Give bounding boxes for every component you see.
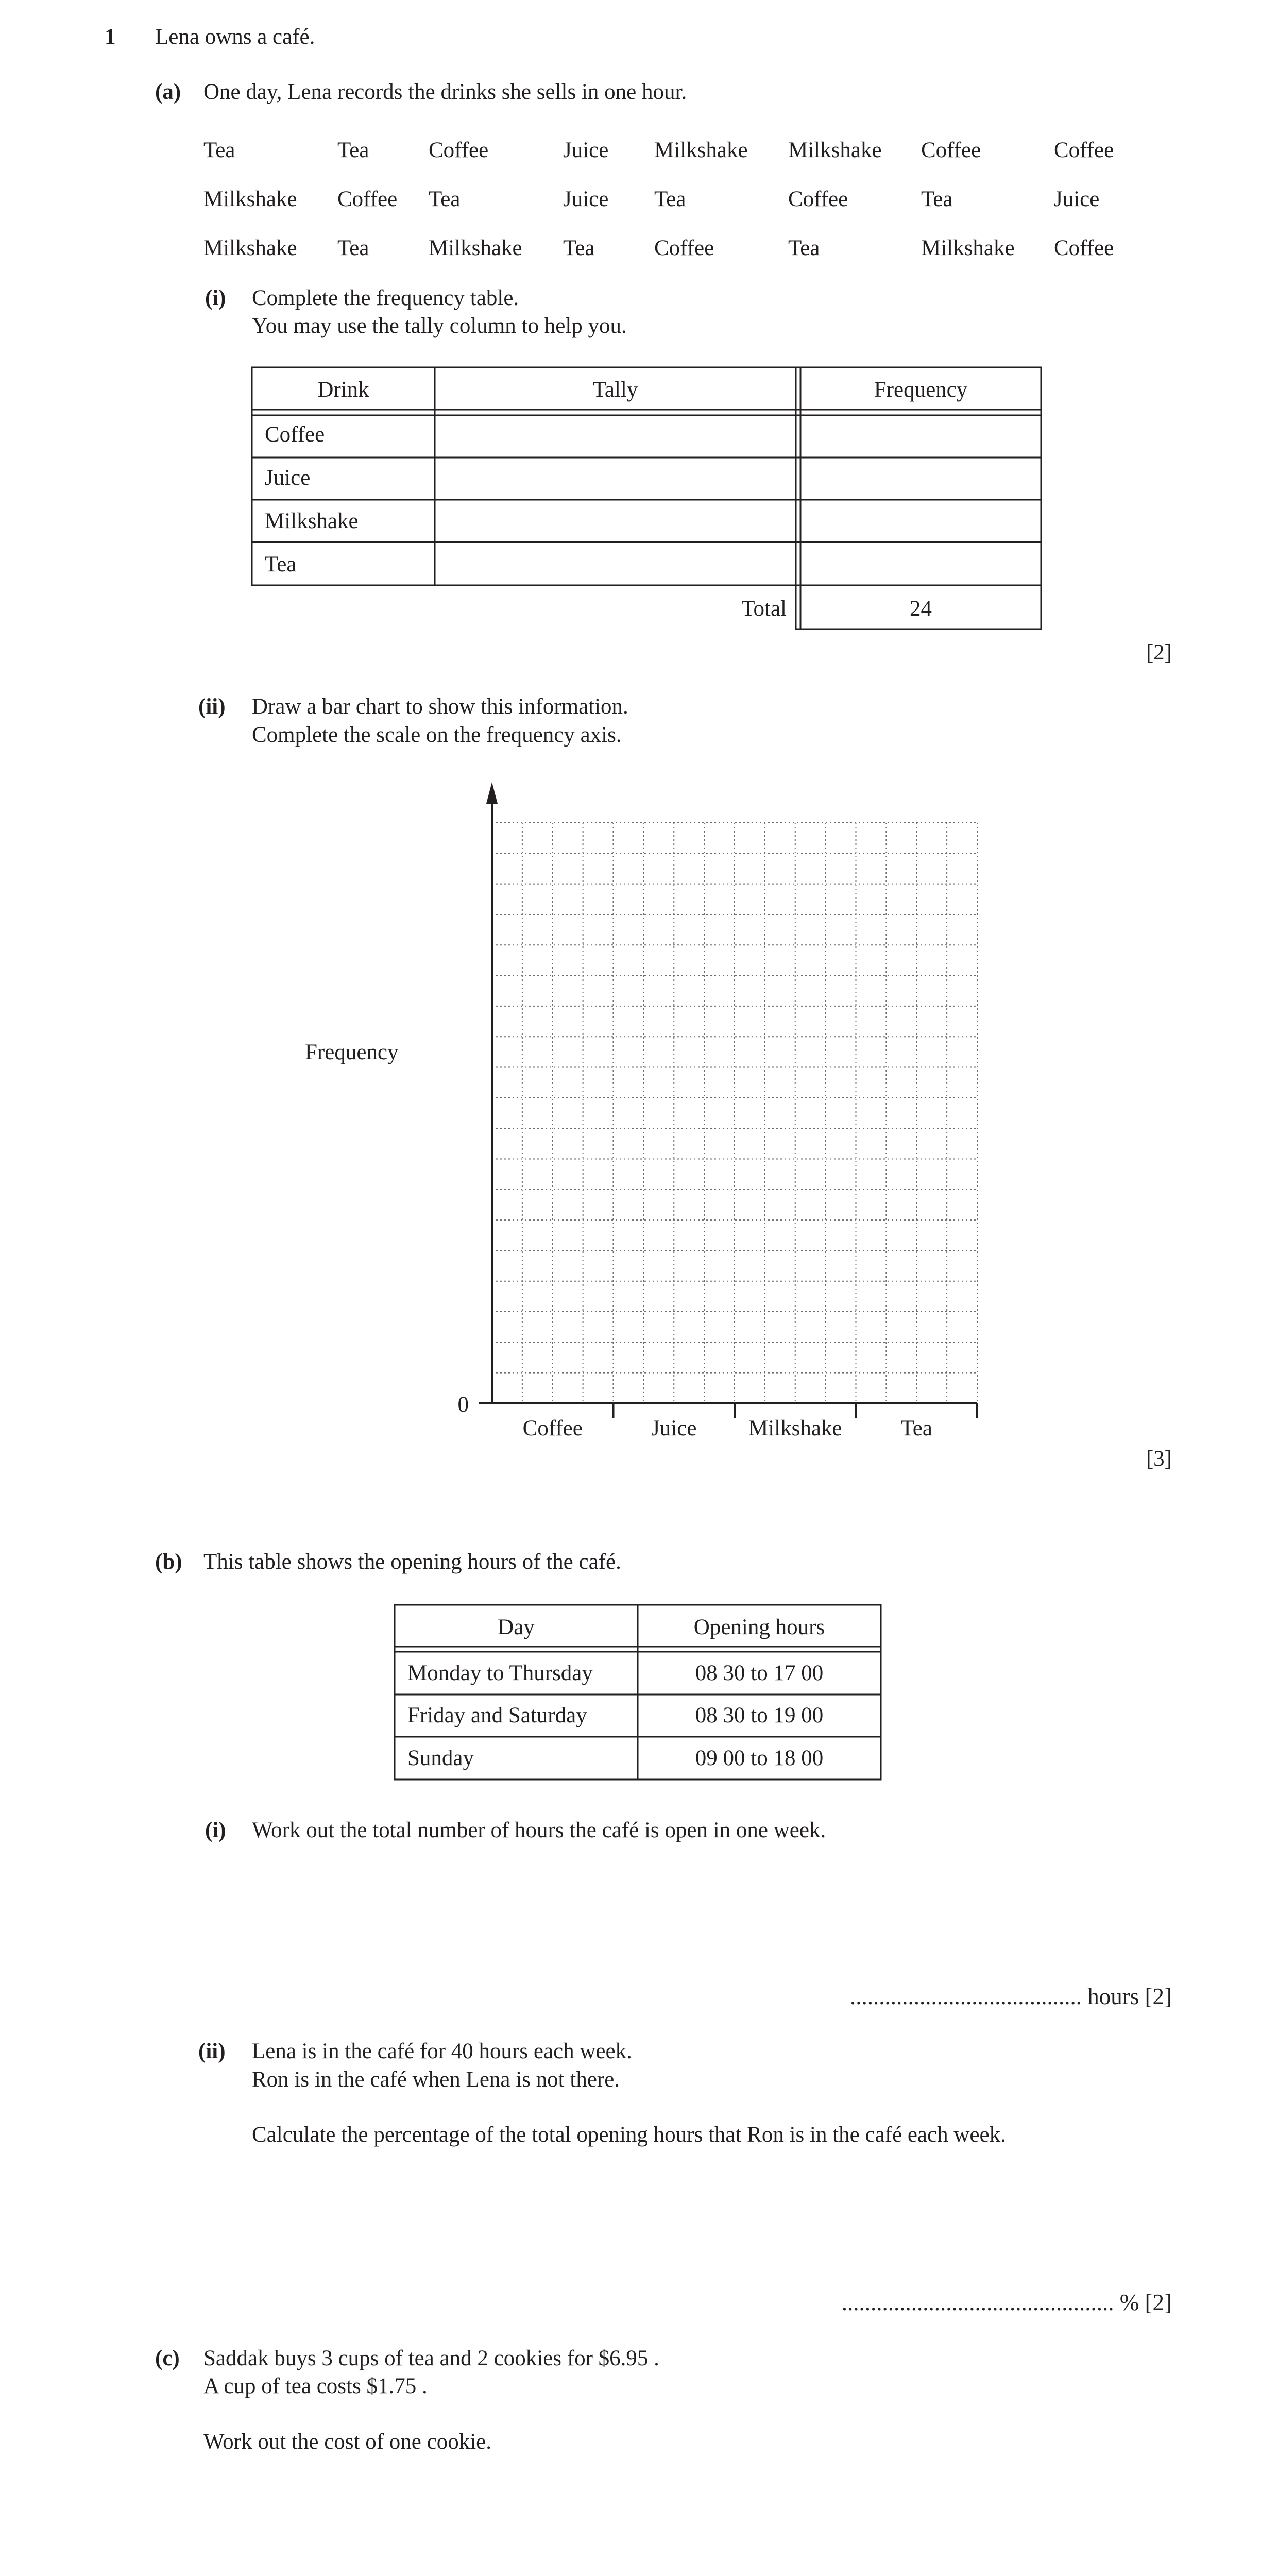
part-c-label: (c) bbox=[155, 2346, 180, 2370]
hours-row-time: 09 00 to 18 00 bbox=[695, 1746, 824, 1770]
x-tick-label: Milkshake bbox=[748, 1416, 842, 1440]
part-c-line1: Saddak buys 3 cups of tea and 2 cookies for $6.95 . bbox=[203, 2346, 659, 2370]
drink-entry: Milkshake bbox=[921, 236, 1015, 260]
drink-entry: Coffee bbox=[788, 187, 848, 211]
part-b-ii-label: (ii) bbox=[198, 2039, 226, 2063]
drink-entry: Tea bbox=[429, 187, 461, 211]
y-origin-label: 0 bbox=[457, 1393, 469, 1417]
drink-entry: Milkshake bbox=[654, 138, 748, 162]
drink-entry: Tea bbox=[337, 138, 369, 162]
x-tick-label: Coffee bbox=[522, 1416, 583, 1440]
x-tick-label: Juice bbox=[651, 1416, 697, 1440]
drink-entry: Milkshake bbox=[203, 187, 297, 211]
part-b-i-answer-line[interactable]: ........................................ hours [2] bbox=[850, 1984, 1172, 2009]
part-c-line3: Work out the cost of one cookie. bbox=[203, 2430, 491, 2454]
freq-header-frequency: Frequency bbox=[874, 378, 968, 402]
part-b-intro: This table shows the opening hours of the café. bbox=[203, 1550, 621, 1574]
part-b-ii-line3: Calculate the percentage of the total opening hours that Ron is in the café each week. bbox=[252, 2123, 1006, 2147]
part-b-i-text: Work out the total number of hours the café is open in one week. bbox=[252, 1818, 826, 1842]
part-a-i-label: (i) bbox=[205, 286, 226, 310]
drink-entry: Tea bbox=[654, 187, 686, 211]
drink-entry: Juice bbox=[1054, 187, 1100, 211]
part-a-intro: One day, Lena records the drinks she sells in one hour. bbox=[203, 80, 687, 104]
hours-header-opening: Opening hours bbox=[693, 1615, 825, 1639]
drink-entry: Tea bbox=[337, 236, 369, 260]
hours-row-day: Monday to Thursday bbox=[407, 1661, 593, 1685]
freq-header-tally: Tally bbox=[592, 378, 638, 402]
part-a-i-marks: [2] bbox=[1146, 640, 1172, 665]
part-c-line2: A cup of tea costs $1.75 . bbox=[203, 2374, 428, 2398]
drink-entry: Tea bbox=[788, 236, 820, 260]
freq-header-drink: Drink bbox=[317, 378, 369, 402]
part-a-i-line1: Complete the frequency table. bbox=[252, 286, 519, 310]
hours-row-time: 08 30 to 19 00 bbox=[695, 1703, 824, 1727]
part-b-ii-answer-line[interactable]: ............................................... % [2] bbox=[841, 2290, 1172, 2315]
freq-row-coffee: Coffee bbox=[265, 422, 325, 447]
drink-entry: Coffee bbox=[337, 187, 398, 211]
drink-entry: Tea bbox=[563, 236, 595, 260]
part-a-ii-line1: Draw a bar chart to show this information. bbox=[252, 694, 628, 719]
drink-entry: Milkshake bbox=[429, 236, 522, 260]
freq-row-tea: Tea bbox=[265, 552, 297, 577]
drink-entry: Tea bbox=[203, 138, 235, 162]
drink-entry: Coffee bbox=[429, 138, 489, 162]
y-axis-label: Frequency bbox=[305, 1040, 399, 1064]
part-a-label: (a) bbox=[155, 80, 181, 104]
part-b-ii-line1: Lena is in the café for 40 hours each week. bbox=[252, 2039, 632, 2063]
question-intro: Lena owns a café. bbox=[155, 25, 315, 49]
part-a-ii-line2: Complete the scale on the frequency axis. bbox=[252, 723, 622, 747]
freq-total-value: 24 bbox=[910, 597, 932, 621]
drink-entry: Milkshake bbox=[788, 138, 882, 162]
part-b-label: (b) bbox=[155, 1550, 182, 1574]
part-b-i-label: (i) bbox=[205, 1818, 226, 1842]
drink-entry: Coffee bbox=[654, 236, 714, 260]
question-number: 1 bbox=[105, 25, 116, 49]
drink-entry: Milkshake bbox=[203, 236, 297, 260]
freq-row-juice: Juice bbox=[265, 466, 311, 490]
hours-row-day: Friday and Saturday bbox=[407, 1703, 587, 1727]
hours-row-day: Sunday bbox=[407, 1746, 474, 1770]
drink-entry: Coffee bbox=[1054, 236, 1114, 260]
drink-entry: Tea bbox=[921, 187, 953, 211]
part-a-ii-marks: [3] bbox=[1146, 1447, 1172, 1471]
part-a-i-line2: You may use the tally column to help you. bbox=[252, 314, 627, 338]
freq-total-label: Total bbox=[741, 597, 787, 621]
freq-row-milkshake: Milkshake bbox=[265, 509, 359, 533]
hours-row-time: 08 30 to 17 00 bbox=[695, 1661, 824, 1685]
part-b-ii-line2: Ron is in the café when Lena is not there. bbox=[252, 2067, 620, 2092]
drink-entry: Coffee bbox=[921, 138, 981, 162]
drink-entry: Coffee bbox=[1054, 138, 1114, 162]
part-a-ii-label: (ii) bbox=[198, 694, 226, 719]
drink-entry: Juice bbox=[563, 138, 609, 162]
x-tick-label: Tea bbox=[900, 1416, 932, 1440]
hours-header-day: Day bbox=[498, 1615, 535, 1639]
drink-entry: Juice bbox=[563, 187, 609, 211]
